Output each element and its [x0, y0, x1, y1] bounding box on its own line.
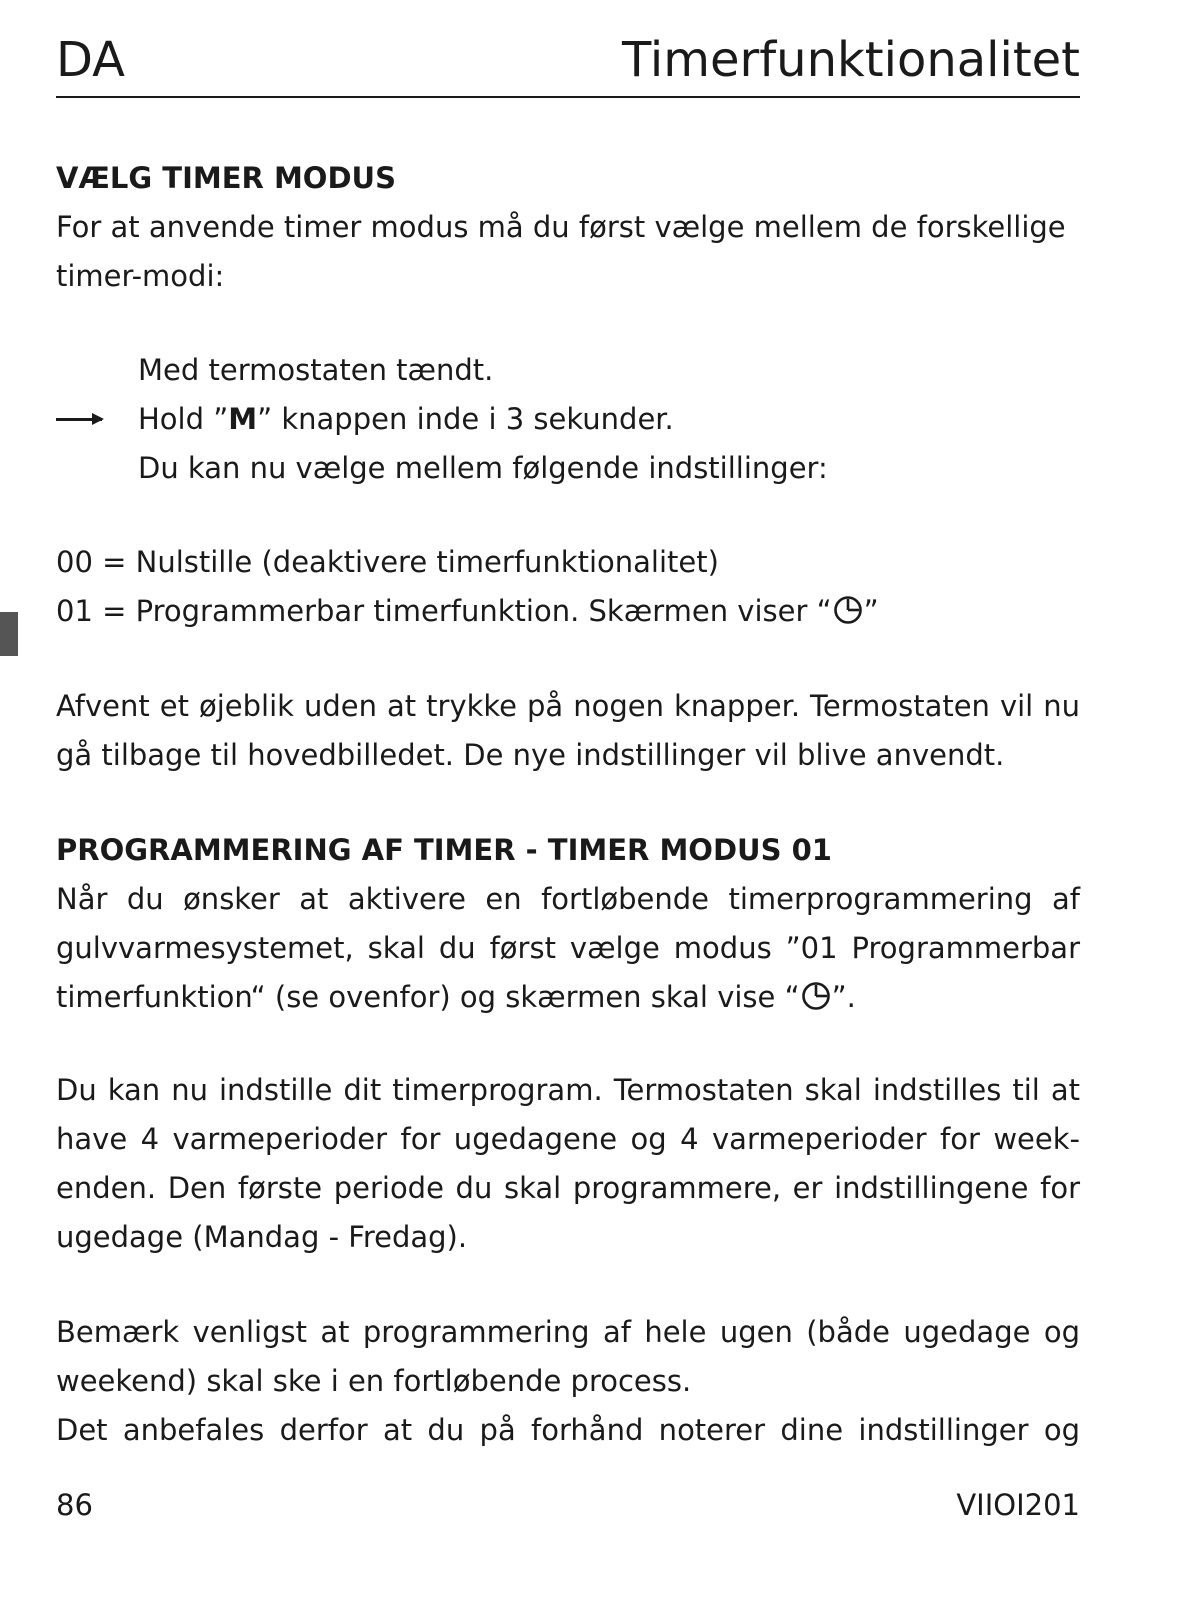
step-text-post: ” knappen inde i 3 sekunder. — [257, 402, 674, 436]
page-side-marker — [0, 612, 18, 656]
language-code: DA — [56, 32, 125, 88]
section-select-timer-mode — [56, 154, 1080, 301]
paragraph-1-end: ”. — [831, 980, 856, 1014]
option-00: 00 = Nulstille (deaktivere timerfunktionalitet) — [56, 545, 719, 579]
timer-clock-icon — [801, 981, 831, 1011]
paragraph-3: Bemærk venligst at programmering af hele ugen (både ugedage og weekend) skal ske i en fortløbende process. — [56, 1315, 1080, 1398]
paragraph-1 — [56, 875, 1080, 1022]
section-heading: VÆLG TIMER MODUS — [56, 161, 396, 195]
section-programming-timer — [56, 826, 1080, 1022]
step-line-2 — [56, 395, 1080, 444]
paragraph-4: Det anbefales derfor at du på forhånd noterer dine indstillinger og — [56, 1413, 1080, 1447]
page-title: Timerfunktionalitet — [622, 32, 1080, 88]
step-line-3 — [56, 444, 1080, 493]
section-heading: PROGRAMMERING AF TIMER - TIMER MODUS 01 — [56, 833, 832, 867]
instruction-steps — [56, 346, 1080, 493]
page-header — [56, 30, 1080, 98]
wait-note — [56, 682, 1080, 780]
option-01-text: 01 = Programmerbar timerfunktion. Skærmen viser “ — [56, 594, 832, 628]
option-01-close-quote: ” — [863, 594, 879, 628]
programming-note — [56, 1308, 1080, 1455]
intro-paragraph: For at anvende timer modus må du først vælge mellem de forskellige timer-modi: — [56, 210, 1066, 293]
option-01 — [56, 587, 1080, 636]
paragraph-2: Du kan nu indstille dit timerprogram. Termostaten skal indstilles til at have 4 varmeperioder for ugedagene og 4 varmeperioder for week-enden. Den første periode du skal programmere, er indstillingene for ugedage (Mandag - Fredag). — [56, 1073, 1080, 1254]
step-text-pre: Hold ” — [138, 402, 229, 436]
page-footer — [56, 1488, 1080, 1528]
document-code: VIIOI201 — [956, 1488, 1080, 1522]
step-text: Du kan nu vælge mellem følgende indstillinger: — [138, 451, 828, 485]
paragraph-1-text: Når du ønsker at aktivere en fortløbende timerprogrammering af gulvvarmesystemet, skal du først vælge modus ”01 Programmerbar timerfunktion“ (se ovenfor) og skærmen skal vise “ — [56, 882, 1080, 1014]
timer-clock-icon — [833, 595, 863, 625]
timer-options — [56, 538, 1080, 636]
step-line-1 — [56, 346, 1080, 395]
page-number: 86 — [56, 1488, 93, 1522]
programming-details — [56, 1066, 1080, 1262]
document-page — [56, 0, 1080, 1600]
step-text: Med termostaten tændt. — [138, 353, 494, 387]
note-paragraph: Afvent et øjeblik uden at trykke på nogen knapper. Termostaten vil nu gå tilbage til hovedbilledet. De nye indstillinger vil blive anvendt. — [56, 689, 1080, 772]
arrow-right-icon — [56, 418, 102, 421]
m-key-label: M — [228, 402, 258, 436]
